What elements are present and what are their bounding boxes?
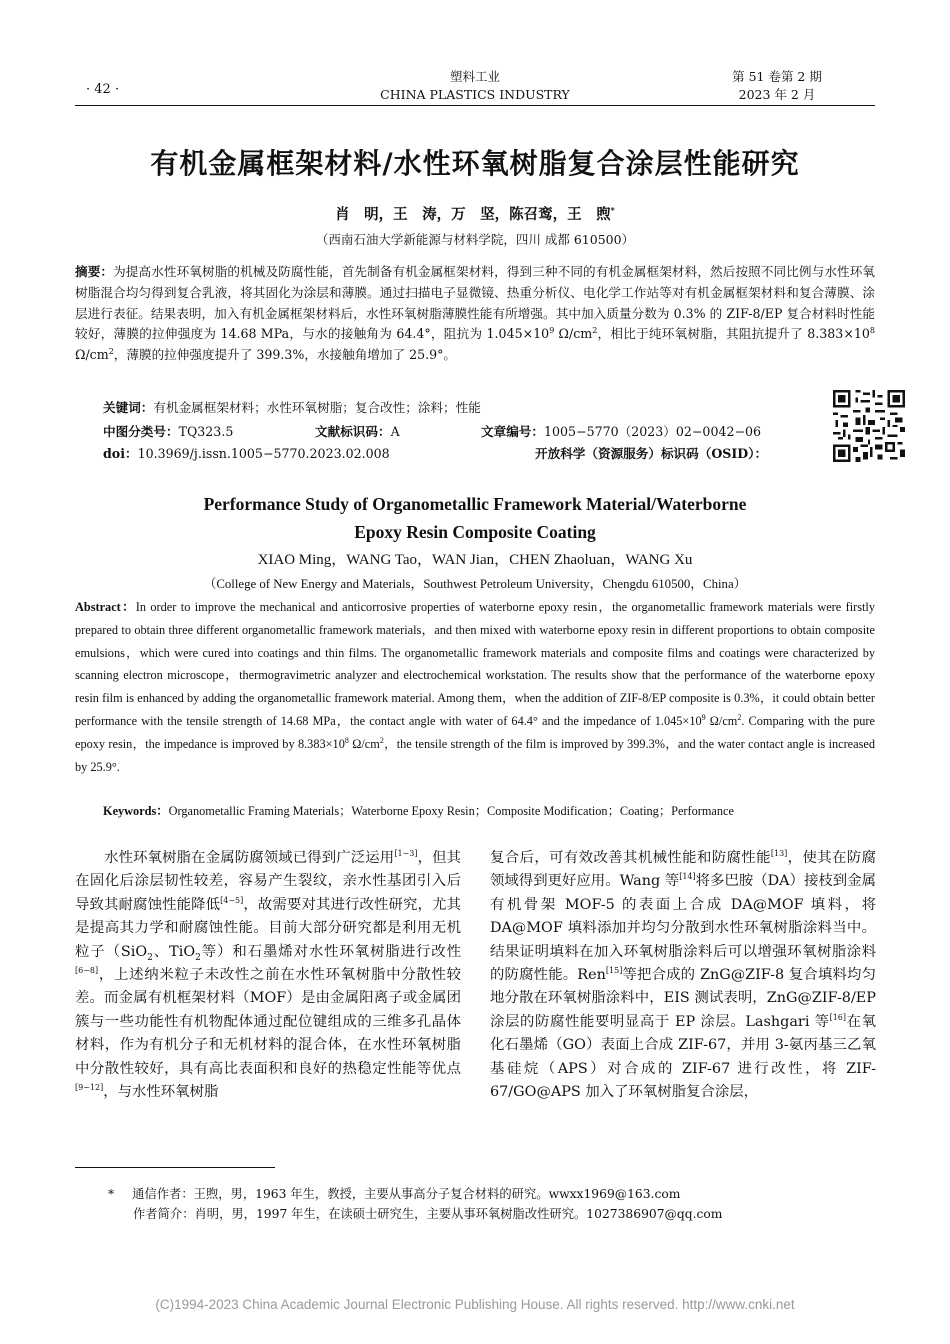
body-text: 在氧化石墨烯（GO）表面上合成 ZIF-67，并用 3-氨丙基三乙氧基硅烷（APS）对合成的 ZIF-67 进行改性，将 ZIF-67/GO@APS 加入了环氧树脂复合涂层， — [490, 1013, 876, 1101]
title-en-line1: Performance Study of Organometallic Framework Material/Waterborne — [203, 494, 747, 514]
abstract-en — [75, 596, 875, 778]
affiliation-en: （College of New Energy and Materials，Southwest Petroleum University，Chengdu 610500，China） — [203, 577, 747, 591]
author-list — [0, 203, 950, 224]
affiliation: （西南石油大学新能源与材料学院，四川 成都 610500） — [315, 232, 635, 247]
keywords-cn-value: 有机金属框架材料；水性环氧树脂；复合改性；涂料；性能 — [153, 400, 481, 415]
article-no-label: 文章编号： — [481, 424, 544, 439]
exponent: 2 — [108, 347, 114, 356]
citation[interactable]: [15] — [605, 966, 623, 976]
exponent: 8 — [869, 326, 875, 336]
article-title-en — [0, 490, 950, 546]
doc-code-label: 文献标识码： — [315, 424, 391, 439]
body-text: ，上述纳米粒子未改性之前在水性环氧树脂中分散性较差。而金属有机框架材料（MOF）是由金属阳离子或金属团簇与一些功能性有机物配体通过配位键组成的三维多孔晶体材料，作为有机分子和无机材料的混合体，在水性环氧树脂中分散性较好，具有高比表面积和良好的热稳定性能等优点 — [75, 967, 461, 1077]
authors-text: 肖 明，王 涛，万 坚，陈召鸾，王 煦 — [335, 206, 611, 223]
body-text: ，与水性环氧树脂 — [103, 1084, 219, 1101]
abstract-en-text: ，the tensile strength of the film is improved by 399.3%，and the water contact angle is increased by 25.9°. — [75, 736, 875, 774]
footnote-corresponding — [108, 1184, 680, 1204]
abstract-cn-text: Ω/cm — [554, 326, 593, 342]
abstract-en-text: Ω/cm — [348, 736, 380, 751]
exponent: 2 — [737, 712, 742, 722]
body-text: 水性环氧树脂在金属防腐领域已得到广泛运用 — [104, 850, 395, 866]
journal-name-en: CHINA PLASTICS INDUSTRY — [380, 87, 570, 102]
keywords-cn — [103, 398, 481, 418]
citation[interactable]: [9−12] — [75, 1083, 104, 1093]
doc-code-value: A — [390, 424, 400, 439]
body-text: 等把合成的 ZnG@ZIF-8 复合填料均匀地分散在环氧树脂涂料中，EIS 测试表明，ZnG@ZIF-8/EP 涂层的防腐性能要明显高于 EP 涂层。Lashgari 等 — [490, 967, 876, 1030]
exponent: 8 — [344, 735, 349, 745]
article-title: 有机金属框架材料/水性环氧树脂复合涂层性能研究 — [150, 147, 800, 180]
body-text: ，使其在防腐领域得到更好应用。Wang 等 — [490, 850, 876, 890]
page-number: · 42 · — [86, 82, 120, 97]
exponent: 9 — [549, 326, 555, 336]
abstract-en-text: Ω/cm — [705, 713, 738, 728]
clc-value: TQ323.5 — [178, 424, 234, 439]
exponent: 2 — [592, 326, 598, 336]
body-text: 复合后，可有效改善其机械性能和防腐性能 — [490, 850, 771, 866]
footnote-author-bio: 作者简介：肖明，男，1997 年生，在读硕士研究生，主要从事环氧树脂改性研究。1027386907@qq.com — [133, 1207, 723, 1221]
clc-label: 中图分类号： — [103, 424, 179, 439]
exponent: 2 — [379, 735, 384, 745]
body-text: 等）和石墨烯对水性环氧树脂进行改性 — [200, 943, 461, 960]
osid-label: 开放科学（资源服务）标识码（OSID）： — [535, 446, 768, 461]
article-number — [481, 422, 761, 442]
abstract-cn-label: 摘要： — [75, 264, 114, 279]
abstract-en-text: . Comparing with the pure epoxy resin，the impedance is improved by 8.383×10 — [75, 713, 875, 751]
qr-code-icon[interactable] — [833, 390, 905, 462]
body-text: ，故需要对其进行改性研究，尤其是提高其力学和耐腐蚀性能。目前大部分研究都是利用无机粒子（SiO — [75, 896, 461, 960]
body-column-left — [75, 847, 461, 1104]
citation[interactable]: [6−8] — [75, 966, 99, 976]
body-column-right — [490, 847, 876, 1104]
footnote-text: 通信作者：王煦，男，1963 年生，教授，主要从事高分子复合材料的研究。wwxx1969@163.com — [132, 1187, 681, 1201]
title-en-line2: Epoxy Resin Composite Coating — [354, 522, 596, 542]
citation[interactable]: [4−5] — [220, 896, 244, 906]
author-list-en: XIAO Ming，WANG Tao，WAN Jian，CHEN Zhaoluan，WANG Xu — [257, 552, 693, 568]
subscript: 2 — [195, 952, 201, 963]
citation[interactable]: [1−3] — [394, 849, 418, 859]
footnote-divider — [75, 1167, 275, 1168]
journal-name-cn: 塑料工业 — [449, 69, 500, 84]
abstract-cn-text: Ω/cm — [75, 347, 109, 363]
body-text: ，但其在固化后涂层韧性较差，容易产生裂纹，亲水性基团引入后导致其耐腐蚀性能降低 — [75, 850, 461, 913]
footnote-mark: * — [108, 1187, 115, 1201]
doi-label: doi： — [103, 446, 138, 461]
citation[interactable]: [16] — [829, 1013, 846, 1023]
abstract-en-label: Abstract： — [75, 600, 136, 614]
doi-value: 10.3969/j.issn.1005−5770.2023.02.008 — [137, 446, 390, 461]
osid — [535, 444, 767, 464]
body-text: 、TiO — [152, 943, 196, 960]
article-no-value: 1005−5770（2023）02−0042−06 — [543, 424, 762, 439]
doi — [103, 444, 390, 464]
issue-info — [732, 68, 822, 104]
keywords-en — [103, 801, 734, 819]
keywords-en-label: Keywords： — [103, 804, 169, 818]
header-divider — [75, 105, 875, 106]
abstract-en-text: In order to improve the mechanical and anticorrosive properties of waterborne epoxy resin，the organometallic framework materials were firstly prepared to obtain three different organometallic framework materials，and then mixed with waterborne epoxy resin in different proportions to obtain composite emulsions，which were cured into coatings and thin films. The organometallic framework materials and composite films and coatings were characterized by scanning electron microscope，thermogravimetric analyzer and electrochemical workstation. The results show that the performance of the waterborne epoxy resin film is enhanced by adding the organometallic framework material. Among them，when the addition of ZIF-8/EP composite is 0.3%，it could obtain better performance with the tensile strength of 14.68 MPa，the contact angle with water of 64.4° and the impedance of 1.045×10 — [75, 600, 876, 728]
exponent: 9 — [701, 712, 706, 722]
copyright-watermark: (C)1994-2023 China Academic Journal Electronic Publishing House. All rights reserved. http://www.cnki.net — [155, 1297, 795, 1312]
abstract-cn-text: ，薄膜的拉伸强度提升了 399.3%，水接触角增加了 25.9°。 — [113, 347, 457, 363]
clc-number — [103, 422, 233, 442]
body-text: 将多巴胺（DA）接枝到金属有机骨架 MOF-5 的表面上合成 DA@MOF 填料，将 DA@MOF 填料添加并均匀分散到水性环氧树脂涂料当中。结果证明填料在加入环氧树脂涂料后可以增强环氧树脂涂料的防腐性能。Ren — [490, 873, 876, 984]
citation[interactable]: [13] — [770, 849, 788, 859]
subscript: 2 — [147, 952, 153, 963]
keywords-cn-label: 关键词： — [103, 400, 154, 415]
keywords-en-value: Organometallic Framing Materials；Waterborne Epoxy Resin；Composite Modification；Coating；Performance — [168, 804, 734, 818]
citation[interactable]: [14] — [679, 872, 696, 882]
document-code — [315, 422, 400, 442]
issue-date: 2023 年 2 月 — [738, 87, 816, 102]
abstract-cn — [75, 262, 875, 366]
volume-issue: 第 51 卷第 2 期 — [732, 69, 822, 84]
corresponding-mark: * — [610, 205, 615, 216]
abstract-cn-text: 为提高水性环氧树脂的机械及防腐性能，首先制备有机金属框架材料，得到三种不同的有机金属框架材料，然后按照不同比例与水性环氧树脂混合均匀得到复合乳液，将其固化为涂层和薄膜。通过扫描电子显微镜、热重分析仪、电化学工作站等对有机金属框架材料和复合薄膜、涂层进行表征。结果表明，加入有机金属框架材料后，水性环氧树脂薄膜性能有所增强。其中加入质量分数为 0.3% 的 ZIF-8/EP 复合材料时性能较好，薄膜的拉伸强度为 14.68 MPa，与水的接触角为 64.4°，阻抗为 1.045×10 — [75, 264, 876, 342]
abstract-cn-text: ，相比于纯环氧树脂，其阻抗提升了 8.383×10 — [597, 326, 870, 342]
